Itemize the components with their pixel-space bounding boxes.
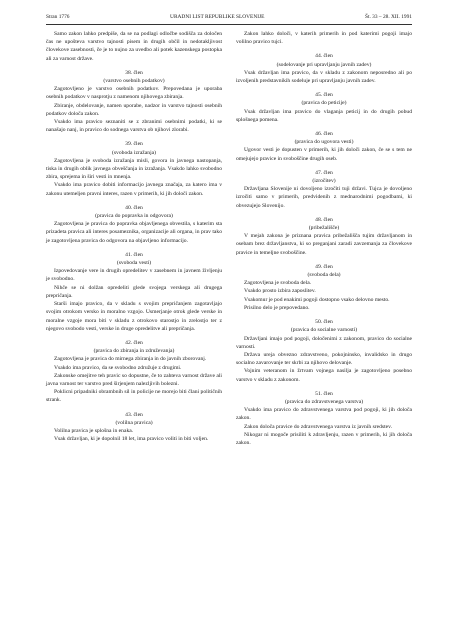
- paragraph: Vsakdo ima pravico seznaniti se z zbranimi osebnimi podatki, ki se nanašajo nanj, in pravico do sodnega varstva ob njihovi zlorabi.: [46, 119, 222, 134]
- article-heading: (volilna pravica): [115, 419, 153, 426]
- article-heading: 51. člen: [315, 390, 333, 397]
- article-heading: 43. člen: [125, 411, 143, 418]
- paragraph: Izpovedovanje vere in drugih opredelitev v zasebnem in javnem življenju je svobodno.: [46, 268, 222, 283]
- article-heading: (varstvo osebnih podatkov): [103, 78, 165, 85]
- paragraph: Samo zakon lahko predpiše, da se na podlagi odločbe sodišča za določen čas ne upošteva varstvo tajnosti pisem in drugih občil in nedotakljivost človekove zasebnosti, če je to nujno za uvedbo ali potek kazenskega postopka ali za varnost države.: [46, 31, 222, 62]
- left-column: [46, 30, 222, 632]
- paragraph: Nikogar ni mogoče prisiliti k zdravljenju, razen v primerih, ki jih določa zakon.: [236, 431, 412, 446]
- text-columns: [46, 30, 412, 632]
- paragraph: Zagotovljeno je varstvo osebnih podatkov. Prepovedana je uporaba osebnih podatkov v nasprotju z namenom njihovega zbiranja.: [46, 86, 222, 101]
- paragraph: Vsakdo ima pravico, da se svobodno združuje z drugimi.: [54, 364, 182, 371]
- article-heading: (izročitev): [312, 178, 336, 185]
- publication-title: URADNI LIST REPUBLIKE SLOVENIJE: [170, 14, 265, 20]
- article-heading: 39. člen: [125, 141, 143, 148]
- article-heading: 47. člen: [315, 169, 333, 176]
- paragraph: Vsak državljan ima pravico, da v skladu z zakonom neposredno ali po izvoljenih predstavnikih sodeluje pri upravljanju javnih zadev.: [236, 69, 412, 85]
- issue-info: Št. 33 – 28. XII. 1991: [364, 14, 412, 20]
- article-heading: 41. člen: [125, 251, 143, 258]
- article-heading: (svoboda vesti): [116, 260, 152, 267]
- paragraph: Nihče se ni dolžan opredeliti glede svojega verskega ali drugega prepričanja.: [46, 284, 222, 299]
- article-heading: 46. člen: [315, 131, 333, 138]
- paragraph: Vojnim veteranom in žrtvam vojnega nasilja je zagotovljeno posebno varstvo v skladu z zakonom.: [236, 368, 412, 383]
- article-heading: (pravica do ugovora vesti): [294, 139, 354, 146]
- article-heading: 38. člen: [125, 69, 143, 76]
- article-heading: (svoboda dela): [307, 272, 341, 279]
- paragraph: Zakon lahko določi, v katerih primerih in pod katerimi pogoji imajo volilno pravico tujci.: [236, 31, 412, 46]
- article-heading: 42. člen: [125, 339, 143, 346]
- header-rule: [46, 24, 412, 25]
- paragraph: Država ureja obvezno zdravstveno, pokojninsko, invalidsko in drugo socialno zavarovanje ter skrbi za njihovo delovanje.: [236, 351, 412, 367]
- paragraph: Zagotovljena je svoboda izražanja misli, govora in javnega nastopanja, tiska in drugih oblik javnega obveščanja in izražanja. Vsakdo lahko svobodno zbira, sprejema in širi vesti in mnenja.: [46, 157, 222, 181]
- paragraph: Zakonske omejitve teh pravic so dopustne, če to zahteva varnost države ali javna varnost ter varstvo pred širjenjem nalezljivih bolezni.: [46, 372, 222, 387]
- article-heading: (sodelovanje pri upravljanju javnih zadev): [276, 61, 372, 68]
- article-heading: 49. člen: [315, 263, 333, 270]
- paragraph: Vsakomur je pod enakimi pogoji dostopno vsako delovno mesto.: [244, 296, 390, 303]
- right-column: [236, 30, 412, 632]
- page-number: Stran 1776: [46, 14, 70, 20]
- article-heading: 40. člen: [125, 204, 143, 211]
- page-header: [46, 14, 412, 20]
- article-heading: (pravica do zdravstvenega varstva): [284, 398, 364, 405]
- paragraph: Vsakdo ima pravico do zdravstvenega varstva pod pogoji, ki jih določa zakon.: [236, 407, 412, 422]
- article-heading: (pravica do popravka in odgovora): [95, 213, 173, 220]
- paragraph: Vsak državljan ima pravico do vlaganja peticij in do drugih pobud splošnega pomena.: [236, 108, 412, 123]
- paragraph: Zagotovljena je pravica do mirnega zbiranja in do javnih zborovanj.: [54, 356, 207, 363]
- paragraph: Prisilno delo je prepovedano.: [244, 304, 310, 311]
- article-heading: (pravica do socialne varnosti): [290, 327, 358, 334]
- article-heading: (pravica do peticije): [301, 100, 347, 107]
- paragraph: Vsak državljan, ki je dopolnil 18 let, ima pravico voliti in biti voljen.: [54, 436, 209, 443]
- paragraph: Poklicni pripadniki obrambnih sil in policije ne morejo biti člani političnih strank.: [46, 389, 222, 404]
- paragraph: Državljana Slovenije ni dovoljeno izročiti tuji državi. Tujca je dovoljeno izročiti samo v primerih, predvidenih z mednarodnimi pogodbami, ki obvezujejo Slovenijo.: [236, 186, 412, 209]
- article-heading: (pribežališče): [308, 225, 340, 232]
- paragraph: Starši imajo pravico, da v skladu s svojim prepričanjem zagotavljajo svojim otrokom versko in moralno vzgojo. Usmerjanje otrok glede verske in moralne vzgoje mora biti v skladu z otrokovo starostjo in zrelostjo ter z njegovo svobodo vesti, verske in druge opredelitve ali prepričanja.: [46, 301, 222, 332]
- article-heading: 48. člen: [315, 216, 333, 223]
- paragraph: Zagotovljena je pravica do popravka objavljenega obvestila, s katerim sta prizadeta pravica ali interes posameznika, organizacije ali organa, in prav tako je zagotovljena pravica do odgovora na objavljeno informacijo.: [46, 221, 222, 244]
- paragraph: V mejah zakona je priznana pravica pribežališča tujim državljanom in osebam brez državljanstva, ki so preganjani zaradi zavzemanja za človekove pravice in temeljne svoboščine.: [236, 233, 412, 256]
- article-heading: 50. člen: [315, 319, 333, 326]
- paragraph: Volilna pravica je splošna in enaka.: [54, 427, 134, 434]
- paragraph: Zakon določa pravice do zdravstvenega varstva iz javnih sredstev.: [244, 423, 392, 430]
- paragraph: Zagotovljena je svoboda dela.: [244, 280, 312, 287]
- paragraph: Vsakdo prosto izbira zaposlitev.: [244, 288, 316, 295]
- article-heading: (svoboda izražanja): [112, 149, 156, 156]
- article-heading: (pravica do zbiranja in združevanja): [93, 348, 175, 355]
- paragraph: Vsakdo ima pravico dobiti informacijo javnega značaja, za katero ima v zakonu utemeljen pravni interes, razen v primerih, ki jih določi zakon.: [46, 182, 222, 197]
- paragraph: Zbiranje, obdelovanje, namen uporabe, nadzor in varstvo tajnosti osebnih podatkov določa zakon.: [46, 102, 222, 117]
- paragraph: Ugovor vesti je dopusten v primerih, ki jih določi zakon, če se s tem ne omejujejo pravice in svoboščine drugih oseb.: [236, 147, 412, 162]
- article-heading: 45. člen: [315, 92, 333, 99]
- article-heading: 44. člen: [315, 53, 333, 60]
- paragraph: Državljani imajo pod pogoji, določenimi z zakonom, pravico do socialne varnosti.: [236, 335, 412, 350]
